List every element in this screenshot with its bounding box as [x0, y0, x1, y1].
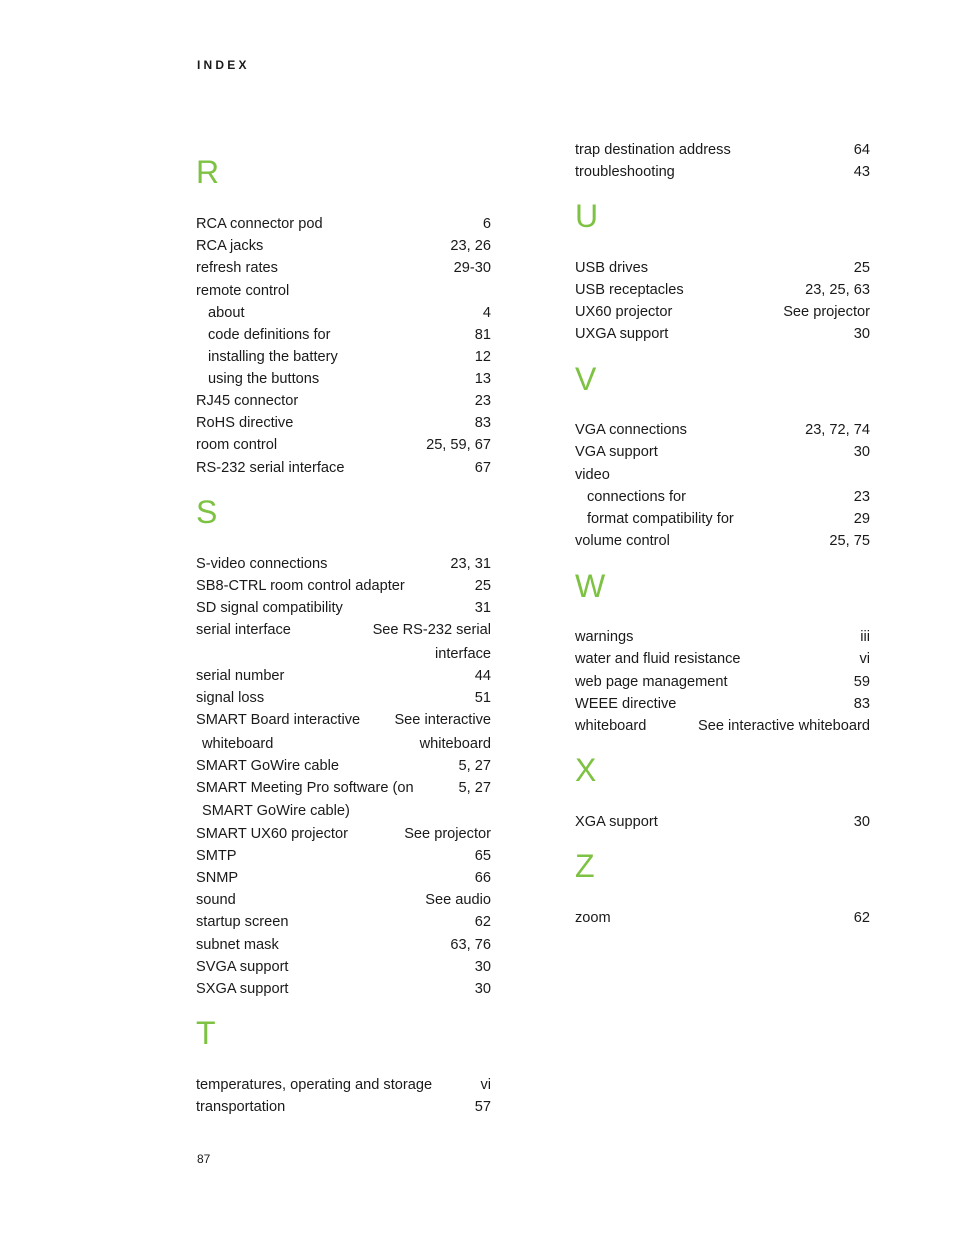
index-term: SD signal compatibility [196, 600, 343, 616]
index-entry [196, 911, 491, 933]
index-term: code definitions for [208, 327, 331, 343]
index-entry [196, 280, 491, 302]
index-entry [196, 956, 491, 978]
index-page-refs: 29 [853, 511, 870, 527]
index-entry [196, 777, 491, 799]
index-entry [575, 530, 870, 552]
index-page-refs: See projector [783, 304, 870, 320]
index-page-refs: interface [435, 646, 491, 662]
index-page-refs: 25, 59, 67 [426, 437, 491, 453]
index-term: S-video connections [196, 556, 328, 572]
index-term: sound [196, 892, 236, 908]
section-letter-s: S [196, 494, 218, 530]
index-entry [196, 457, 491, 479]
index-page-refs: 23, 26 [450, 238, 491, 254]
index-page-refs: See RS-232 serial [372, 622, 491, 638]
index-page-refs: whiteboard [419, 736, 491, 752]
index-term: RoHS directive [196, 415, 294, 431]
index-term: serial interface [196, 622, 291, 638]
index-entry [575, 323, 870, 345]
index-page-refs: 6 [482, 216, 491, 232]
index-entry [196, 934, 491, 956]
index-term: VGA connections [575, 422, 687, 438]
index-entry [575, 161, 870, 183]
index-page-refs: 25 [474, 578, 491, 594]
index-entry [196, 235, 491, 257]
index-term: WEEE directive [575, 696, 677, 712]
index-entry [196, 553, 491, 575]
index-entry [196, 213, 491, 235]
running-head: INDEX [197, 58, 250, 72]
index-entry [575, 419, 870, 441]
section-letter-u: U [575, 198, 599, 234]
index-page-refs: 30 [474, 959, 491, 975]
index-entry [575, 441, 870, 463]
index-entry [575, 626, 870, 648]
index-subentry [575, 508, 870, 530]
index-page-refs: 63, 76 [450, 937, 491, 953]
index-term: SMART Board interactive [196, 712, 361, 728]
index-term: about [208, 305, 245, 321]
index-term: SMART GoWire cable) [202, 803, 350, 819]
index-entry [196, 845, 491, 867]
index-entry [196, 575, 491, 597]
section-letter-v: V [575, 361, 597, 397]
index-term: SMART GoWire cable [196, 758, 340, 774]
index-term: UX60 projector [575, 304, 673, 320]
index-subentry [196, 324, 491, 346]
section-letter-w: W [575, 568, 606, 604]
index-term: connections for [587, 489, 686, 505]
index-page-refs: 67 [474, 460, 491, 476]
index-term: whiteboard [575, 718, 647, 734]
index-term: SMTP [196, 848, 237, 864]
index-entry [196, 665, 491, 687]
index-page-refs: See audio [425, 892, 491, 908]
index-entry [196, 687, 491, 709]
index-term: SVGA support [196, 959, 289, 975]
index-page-refs: 30 [853, 814, 870, 830]
index-entry [575, 139, 870, 161]
index-entry-continuation [196, 800, 491, 822]
index-term: USB receptacles [575, 282, 684, 298]
index-page-refs: 23 [474, 393, 491, 409]
index-term: VGA support [575, 444, 658, 460]
index-term: RCA connector pod [196, 216, 323, 232]
index-term: using the buttons [208, 371, 320, 387]
index-term: serial number [196, 668, 285, 684]
index-entry [196, 889, 491, 911]
index-term: RJ45 connector [196, 393, 299, 409]
index-term: RCA jacks [196, 238, 264, 254]
index-entry [196, 390, 491, 412]
index-page-refs: 23 [853, 489, 870, 505]
index-page-refs: 59 [853, 674, 870, 690]
index-term: room control [196, 437, 278, 453]
index-page-refs: 5, 27 [458, 780, 491, 796]
index-subentry [196, 302, 491, 324]
section-letter-t: T [196, 1015, 216, 1051]
index-page-refs: 30 [853, 444, 870, 460]
index-term: XGA support [575, 814, 658, 830]
index-subentry [196, 346, 491, 368]
index-page-refs: 57 [474, 1099, 491, 1115]
index-page-refs: 5, 27 [458, 758, 491, 774]
index-term: signal loss [196, 690, 265, 706]
index-term: volume control [575, 533, 670, 549]
index-term: temperatures, operating and storage [196, 1077, 433, 1093]
index-term: subnet mask [196, 937, 279, 953]
index-term: SNMP [196, 870, 239, 886]
index-entry [196, 1074, 491, 1096]
index-entry [575, 301, 870, 323]
index-entry [575, 464, 870, 486]
index-page-refs: vi [859, 651, 870, 667]
index-term: SMART Meeting Pro software (on [196, 780, 414, 796]
index-term: format compatibility for [587, 511, 734, 527]
index-page-refs: iii [860, 629, 870, 645]
index-page-refs: 12 [474, 349, 491, 365]
index-entry [196, 978, 491, 1000]
index-entry [575, 693, 870, 715]
index-page-refs: See projector [404, 826, 491, 842]
index-page-refs: See interactive [394, 712, 491, 728]
index-page-refs: 25 [853, 260, 870, 276]
index-page-refs: 83 [853, 696, 870, 712]
index-term: water and fluid resistance [575, 651, 741, 667]
index-page-refs: 81 [474, 327, 491, 343]
index-page-refs: 65 [474, 848, 491, 864]
index-entry [196, 823, 491, 845]
index-entry [196, 867, 491, 889]
index-term: zoom [575, 910, 611, 926]
index-page-refs: 4 [482, 305, 491, 321]
index-entry [575, 715, 870, 737]
index-page-refs: 23, 31 [450, 556, 491, 572]
index-term: SMART UX60 projector [196, 826, 348, 842]
index-page-refs: 23, 72, 74 [805, 422, 870, 438]
index-term: RS-232 serial interface [196, 460, 345, 476]
index-page-refs: 51 [474, 690, 491, 706]
index-page-refs: 30 [853, 326, 870, 342]
index-term: warnings [575, 629, 634, 645]
index-term: SXGA support [196, 981, 289, 997]
index-entry [575, 648, 870, 670]
index-entry [196, 619, 491, 641]
index-term: transportation [196, 1099, 286, 1115]
index-term: trap destination address [575, 142, 731, 158]
index-term: remote control [196, 283, 290, 299]
index-subentry [575, 486, 870, 508]
index-entry [196, 1096, 491, 1118]
index-term: USB drives [575, 260, 648, 276]
index-entry [196, 597, 491, 619]
index-term: SB8-CTRL room control adapter [196, 578, 405, 594]
index-entry [196, 412, 491, 434]
index-entry [575, 907, 870, 929]
index-page-refs: See interactive whiteboard [698, 718, 870, 734]
index-entry [575, 279, 870, 301]
index-entry [196, 434, 491, 456]
section-letter-r: R [196, 154, 220, 190]
index-page-refs: 64 [853, 142, 870, 158]
index-term: video [575, 467, 610, 483]
index-page-refs: 31 [474, 600, 491, 616]
index-entry [196, 755, 491, 777]
index-subentry [196, 368, 491, 390]
index-page-refs: 13 [474, 371, 491, 387]
index-page-refs: 25, 75 [829, 533, 870, 549]
index-page-refs: 30 [474, 981, 491, 997]
section-letter-z: Z [575, 848, 595, 884]
index-term: whiteboard [202, 736, 274, 752]
index-entry-continuation [196, 733, 491, 755]
index-entry [196, 257, 491, 279]
index-term: troubleshooting [575, 164, 675, 180]
index-page-refs: 44 [474, 668, 491, 684]
index-page-refs: 43 [853, 164, 870, 180]
page-number: 87 [197, 1152, 211, 1166]
index-page-refs: 23, 25, 63 [805, 282, 870, 298]
index-page-refs: 83 [474, 415, 491, 431]
index-page-refs: 66 [474, 870, 491, 886]
index-term: UXGA support [575, 326, 669, 342]
index-page-refs: 62 [474, 914, 491, 930]
index-entry [196, 709, 491, 731]
index-term: installing the battery [208, 349, 338, 365]
index-term: refresh rates [196, 260, 278, 276]
index-entry [575, 671, 870, 693]
index-term: startup screen [196, 914, 289, 930]
index-page-refs: 29-30 [453, 260, 491, 276]
section-letter-x: X [575, 752, 597, 788]
index-term: web page management [575, 674, 728, 690]
index-entry [575, 811, 870, 833]
index-entry-continuation [196, 643, 491, 665]
index-entry [575, 257, 870, 279]
index-page-refs: 62 [853, 910, 870, 926]
index-page-refs: vi [480, 1077, 491, 1093]
